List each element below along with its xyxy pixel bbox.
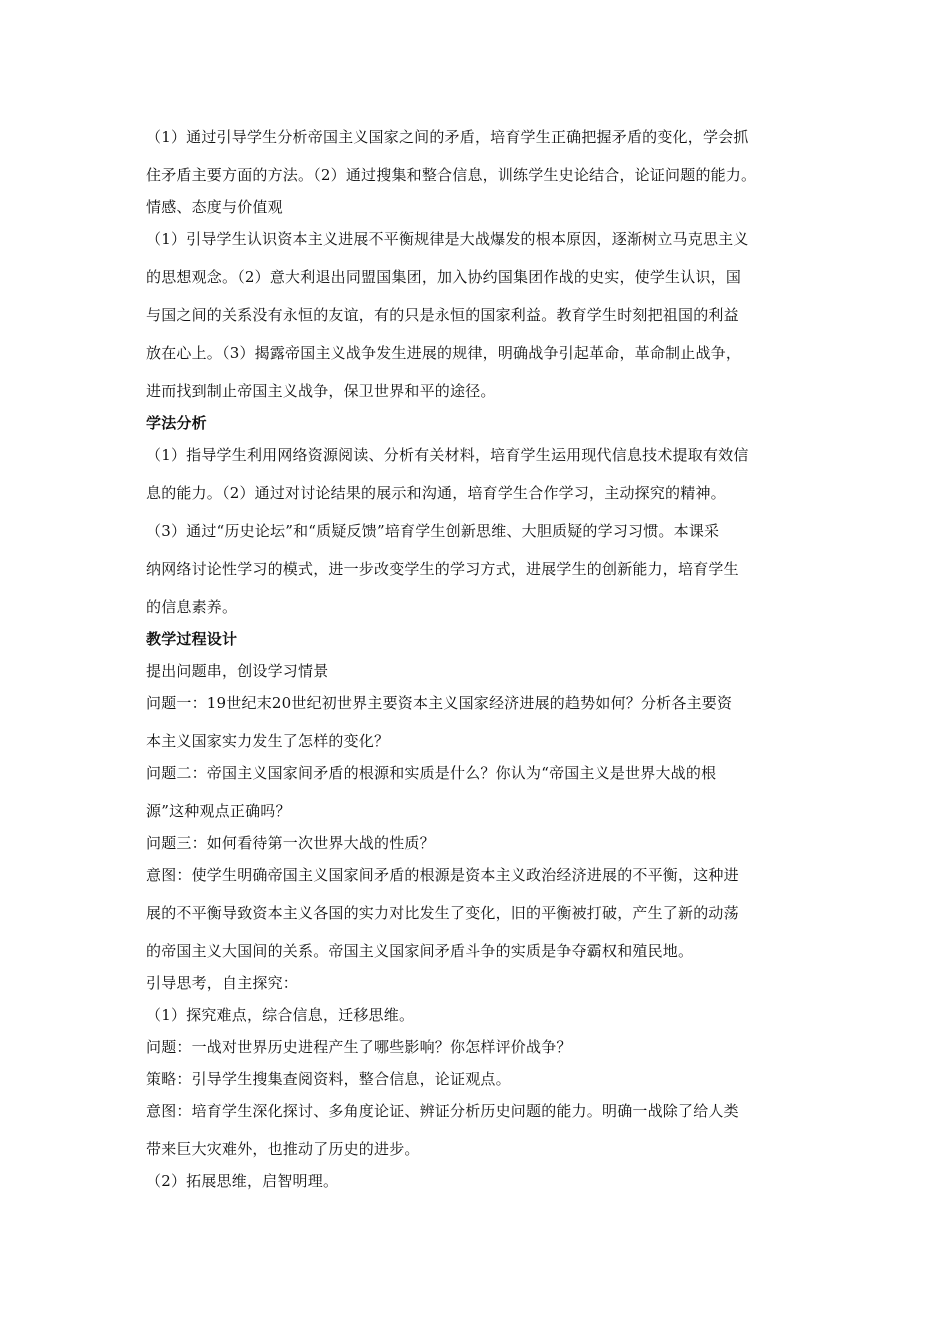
text-line: （2）拓展思维，启智明理。 [146,1172,339,1190]
text-line: 意图：使学生明确帝国主义国家间矛盾的根源是资本主义政治经济进展的不平衡，这种进 [146,866,739,884]
text-line: 情感、态度与价值观 [146,198,283,216]
text-line: 问题二：帝国主义国家间矛盾的根源和实质是什么？你认为“帝国主义是世界大战的根 [146,764,717,782]
text-line: 住矛盾主要方面的方法。（2）通过搜集和整合信息，训练学生史论结合，论证问题的能力。 [146,166,757,184]
text-line: （1）引导学生认识资本主义进展不平衡规律是大战爆发的根本原因，逐渐树立马克思主义 [146,230,749,248]
text-line: 纳网络讨论性学习的模式，进一步改变学生的学习方式，进展学生的创新能力，培育学生 [146,560,739,578]
text-line: 的信息素养。 [146,598,238,616]
text-line: 策略：引导学生搜集查阅资料，整合信息，论证观点。 [146,1070,511,1088]
text-line: 问题：一战对世界历史进程产生了哪些影响？你怎样评价战争？ [146,1038,572,1056]
text-line: （1）探究难点，综合信息，迁移思维。 [146,1006,415,1024]
document-body [146,125,814,1193]
section-heading-study-method: 学法分析 [146,414,207,432]
text-line: 的帝国主义大国间的关系。帝国主义国家间矛盾斗争的实质是争夺霸权和殖民地。 [146,942,694,960]
text-line: 进而找到制止帝国主义战争，保卫世界和平的途径。 [146,382,496,400]
text-line: （3）通过“历史论坛”和“质疑反馈”培育学生创新思维、大胆质疑的学习习惯。本课采 [146,522,720,540]
text-line: 带来巨大灾难外，也推动了历史的进步。 [146,1140,420,1158]
text-line: 问题三：如何看待第一次世界大战的性质？ [146,834,435,852]
text-line: 息的能力。（2）通过对讨论结果的展示和沟通，培育学生合作学习，主动探究的精神。 [146,484,726,502]
text-line: 问题一：19世纪末20世纪初世界主要资本主义国家经济进展的趋势如何？分析各主要资 [146,694,733,712]
text-line: 意图：培育学生深化探讨、多角度论证、辨证分析历史问题的能力。明确一战除了给人类 [146,1102,739,1120]
text-line: 与国之间的关系没有永恒的友谊，有的只是永恒的国家利益。教育学生时刻把祖国的利益 [146,306,739,324]
text-line: 放在心上。（3）揭露帝国主义战争发生进展的规律，明确战争引起革命，革命制止战争， [146,344,742,362]
text-line: 展的不平衡导致资本主义各国的实力对比发生了变化，旧的平衡被打破，产生了新的动荡 [146,904,739,922]
text-line: 引导思考，自主探究： [146,974,299,992]
text-line: 本主义国家实力发生了怎样的变化？ [146,732,390,750]
text-line: 源”这种观点正确吗？ [146,802,291,820]
text-line: （1）通过引导学生分析帝国主义国家之间的矛盾，培育学生正确把握矛盾的变化，学会抓 [146,128,749,146]
text-line: （1）指导学生利用网络资源阅读、分析有关材料，培育学生运用现代信息技术提取有效信 [146,446,749,464]
text-line: 的思想观念。（2）意大利退出同盟国集团，加入协约国集团作战的史实，使学生认识，国 [146,268,742,286]
text-line: 提出问题串，创设学习情景 [146,662,329,680]
section-heading-teaching-design: 教学过程设计 [146,630,238,648]
